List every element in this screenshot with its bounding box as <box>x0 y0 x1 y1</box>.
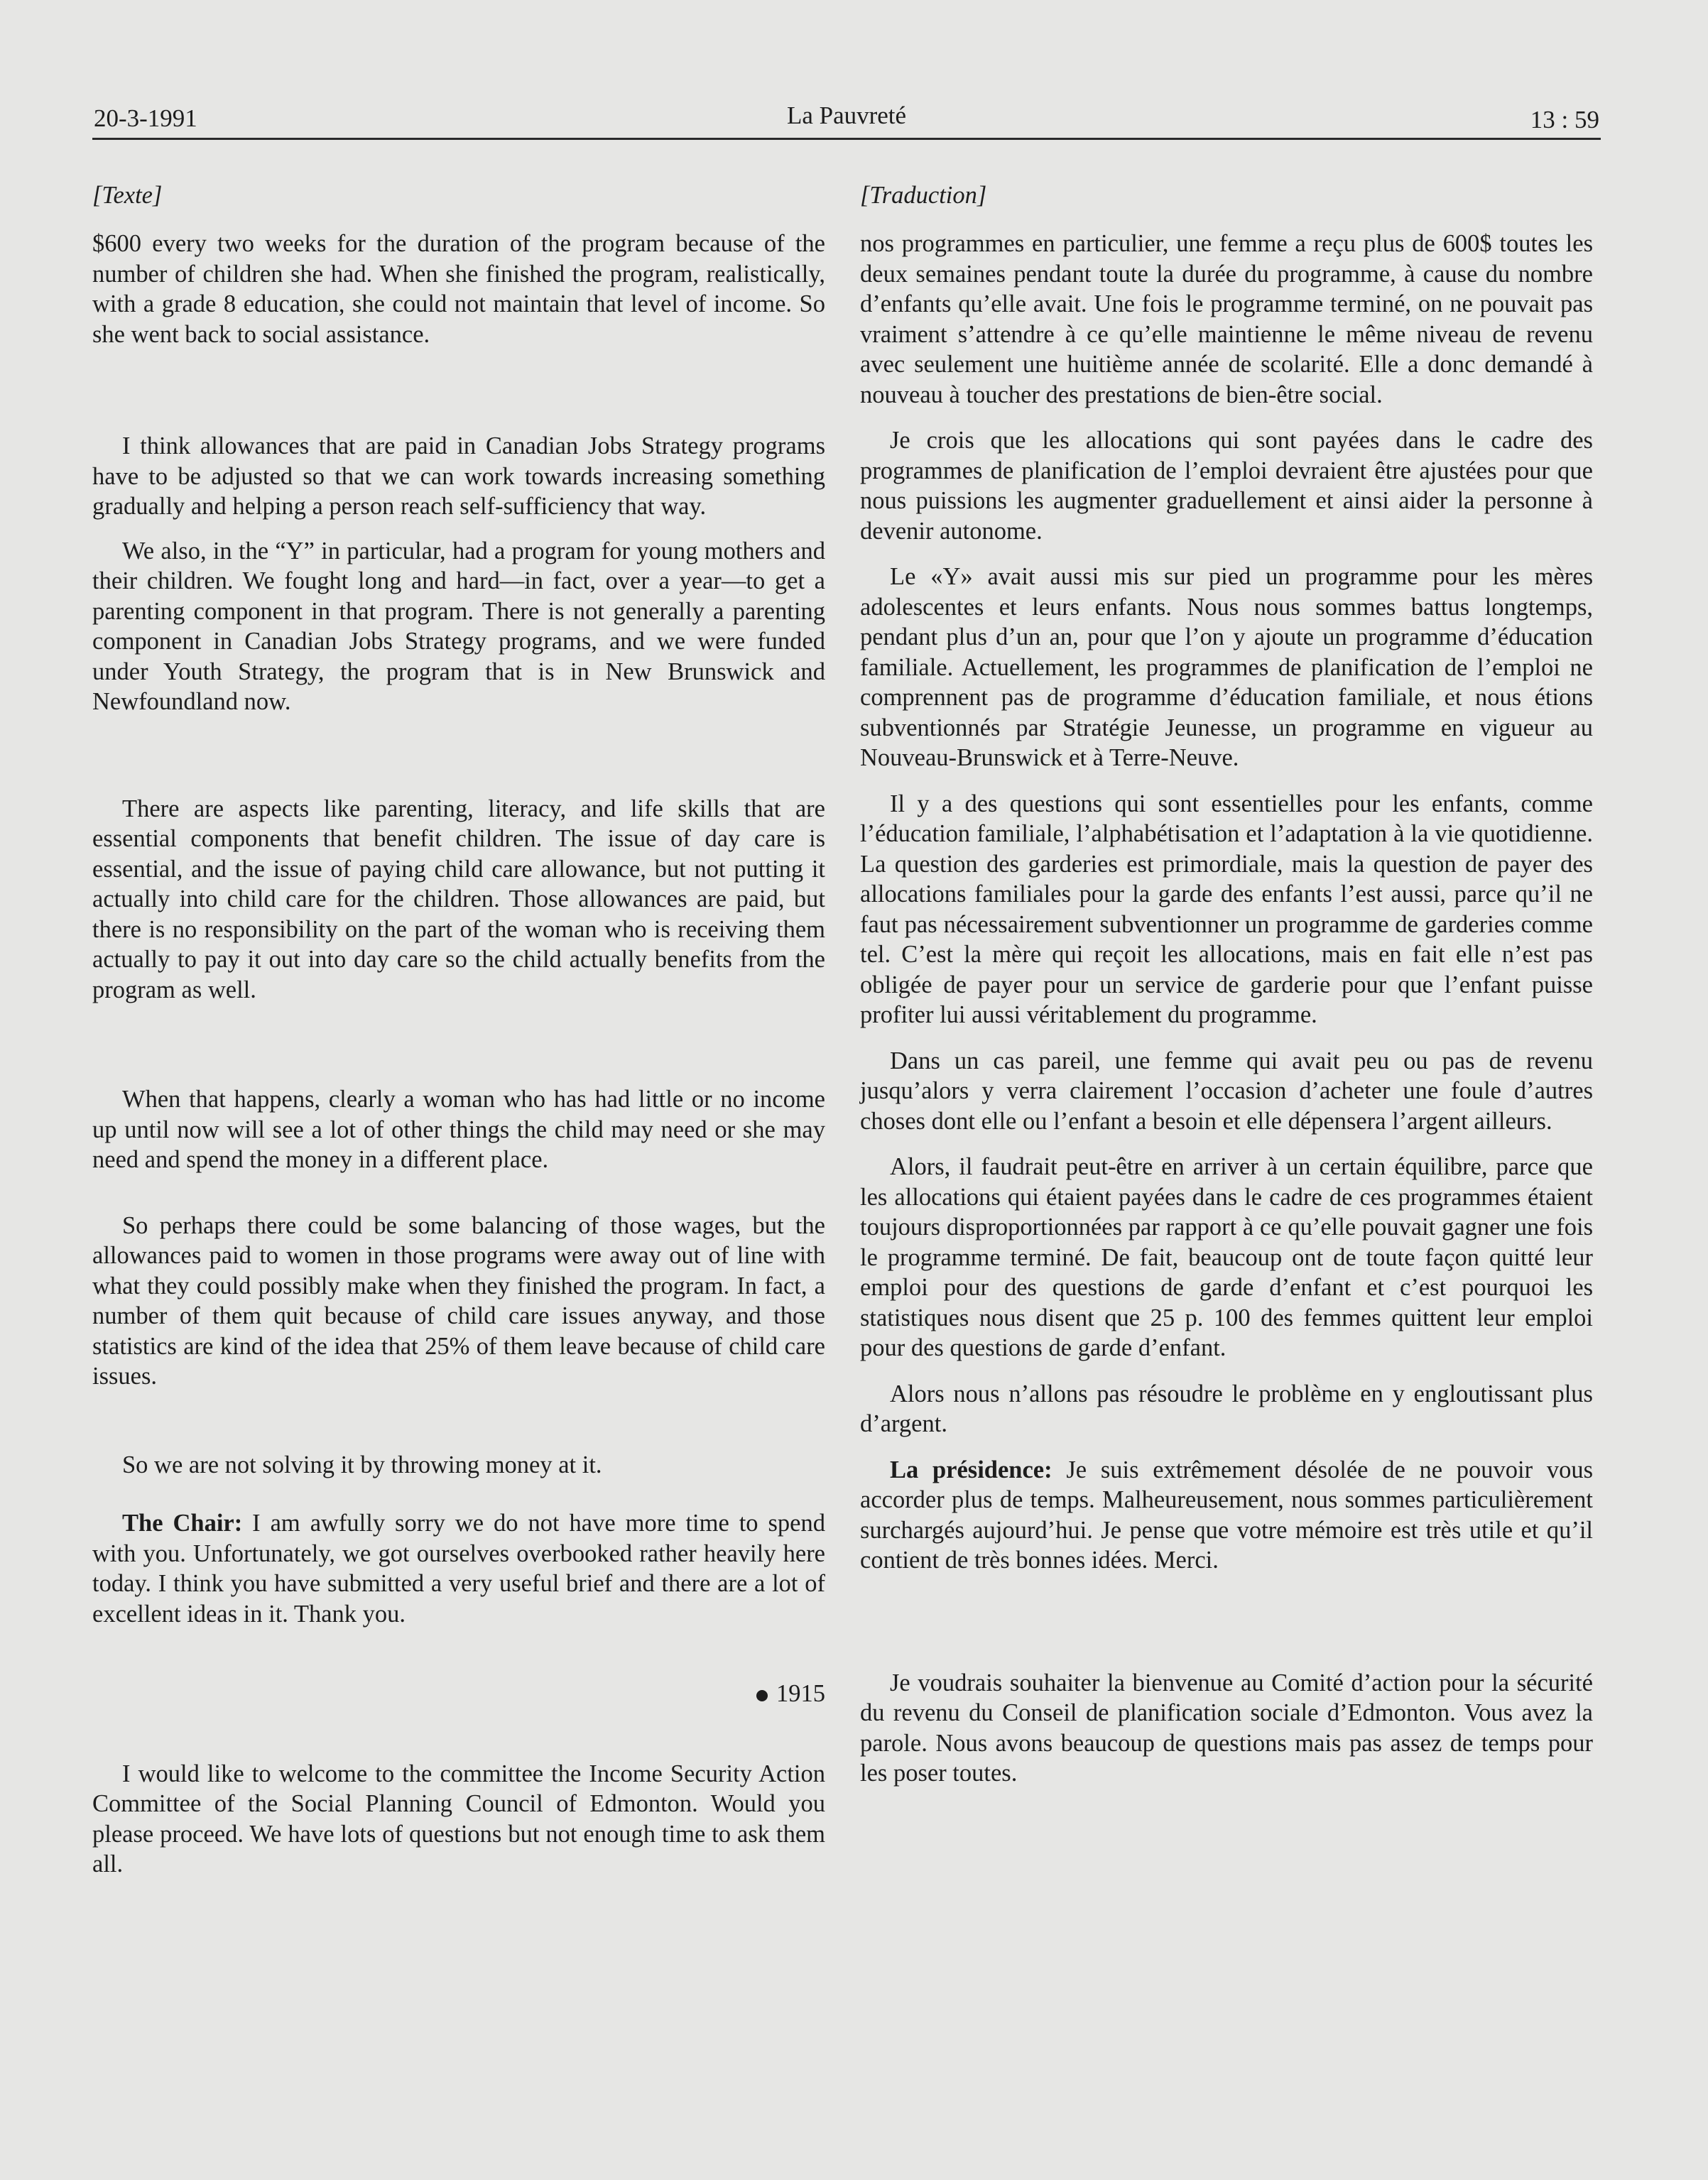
header-page-number: 13 : 59 <box>1530 106 1599 133</box>
paragraph: Le «Y» avait aussi mis sur pied un programme pour les mères adolescentes et leurs enfants. Nous nous sommes battus longtemps, pendant plus d’un an, pour que l’on y ajoute un programme d’éducation familiale. Actuellement, les programmes de planification de l’emploi ne comprennent pas de programme d’éducation familiale, et nous étions subventionnés par Stratégie Jeunesse, un programme en vigueur au Nouveau-Brunswick et à Terre-Neuve. <box>860 563 1593 771</box>
running-header <box>94 102 1599 138</box>
paragraph: Dans un cas pareil, une femme qui avait peu ou pas de revenu jusqu’alors y verra clairement l’occasion d’acheter une foule d’autres choses dont elle ou l’enfant a besoin et elle dépensera l’argent ailleurs. <box>860 1047 1593 1135</box>
paragraph: I think allowances that are paid in Canadian Jobs Strategy programs have to be adjusted so that we can work towards increasing something gradually and helping a person reach self-sufficiency that way. <box>92 432 825 520</box>
paragraph: There are aspects like parenting, literacy, and life skills that are essential components that benefit children. The issue of day care is essential, and the issue of paying child care allowance, but not putting it actually into child care for the children. Those allowances are paid, but there is no responsibility on the part of the woman who is receiving them actually to pay it out into day care so the child actually benefits from the program as well. <box>92 795 825 1003</box>
column-label: [Texte] <box>92 182 163 209</box>
chair-remarks <box>860 1455 1593 1576</box>
paragraph: Je crois que les allocations qui sont payées dans le cadre des programmes de planification de l’emploi devraient être ajustées pour que nous puissions les augmenter graduellement et ainsi aider la personne à devenir autonome. <box>860 427 1593 545</box>
paragraph: Je voudrais souhaiter la bienvenue au Comité d’action pour la sécurité du revenu du Conseil de planification sociale d’Edmonton. Vous avez la parole. Nous avons beaucoup de questions mais pas assez de temps pour les poser toutes. <box>860 1669 1593 1787</box>
column-label: [Traduction] <box>860 182 987 209</box>
speech-text: Je suis extrêmement désolée de ne pouvoir vous accorder plus de temps. Malheureusement, nous sommes particulièrement surchargés aujourd’hui. Je pense que votre mémoire est très utile et qu’il contient de très bonnes idées. Merci. <box>860 1456 1594 1574</box>
paragraph: nos programmes en particulier, une femme a reçu plus de 600$ toutes les deux semaines pendant toute la durée du programme, à cause du nombre d’enfants qu’elle avait. Une fois le programme terminé, on ne pouvait pas vraiment s’attendre à ce qu’elle maintienne le même niveau de revenu avec seulement une huitième année de scolarité. Elle a donc demandé à nouveau à toucher des prestations de bien-être social. <box>860 230 1593 408</box>
paragraph: Alors nous n’allons pas résoudre le problème en y engloutissant plus d’argent. <box>860 1380 1593 1437</box>
time-marker <box>92 1679 825 1709</box>
paragraph: $600 every two weeks for the duration of the program because of the number of children she had. When she finished the program, realistically, with a grade 8 education, she could not maintain that level of income. So she went back to social assistance. <box>92 230 825 348</box>
paragraph: When that happens, clearly a woman who has had little or no income up until now will see a lot of other things the child may need or she may need and spend the money in a different place. <box>92 1086 825 1173</box>
bullet-icon <box>756 1690 768 1701</box>
speaker-name: La présidence: <box>890 1456 1052 1483</box>
time-marker-text: 1915 <box>776 1680 825 1707</box>
header-title: La Pauvreté <box>786 102 907 129</box>
header-rule <box>92 138 1601 140</box>
paragraph: I would like to welcome to the committee the Income Security Action Committee of the Social Planning Council of Edmonton. Would you please proceed. We have lots of questions but not enough time to ask them all. <box>92 1760 825 1877</box>
speaker-name: The Chair: <box>122 1510 243 1537</box>
english-column <box>92 179 825 1880</box>
paragraph: Il y a des questions qui sont essentielles pour les enfants, comme l’éducation familiale, l’alphabétisation et l’adaptation à la vie quotidienne. La question des garderies est primordiale, mais la question de payer des allocations familiales pour la garde des enfants l’est aussi, parce qu’il ne faut pas nécessairement subventionner un programme de garderies comme tel. C’est la mère qui reçoit les allocations, mais en fait elle n’est pas obligée de payer pour un service de garderie pour que l’enfant puisse profiter lui aussi véritablement du programme. <box>860 790 1593 1028</box>
paragraph: So we are not solving it by throwing money at it. <box>122 1451 602 1478</box>
french-column <box>860 179 1593 1789</box>
speech-text: I am awfully sorry we do not have more time to spend with you. Unfortunately, we got ourselves overbooked rather heavily here today. I think you have submitted a very useful brief and there are a lot of excellent ideas in it. Thank you. <box>92 1510 825 1628</box>
paragraph: So perhaps there could be some balancing of those wages, but the allowances paid to women in those programs were away out of line with what they could possibly make when they finished the program. In fact, a number of them quit because of child care issues anyway, and those statistics are kind of the idea that 25% of them leave because of child care issues. <box>92 1211 825 1390</box>
header-date: 20-3-1991 <box>94 104 197 132</box>
paragraph: We also, in the “Y” in particular, had a program for young mothers and their children. We fought long and hard—in fact, over a year—to get a parenting component in that program. There is not generally a parenting component in Canadian Jobs Strategy programs, and we were funded under Youth Strategy, the program that is in New Brunswick and Newfoundland now. <box>92 537 825 715</box>
paragraph: Alors, il faudrait peut-être en arriver à un certain équilibre, parce que les allocations qui étaient payées dans le cadre de ces programmes étaient toujours disproportionnées par rapport à ce qu’elle pouvait gagner une fois le programme terminé. De fait, beaucoup ont de toute façon quitté leur emploi pour des questions de garde d’enfant et c’est pourquoi les statistiques nous disent que 25 p. 100 des femmes quittent leur emploi pour des questions de garde d’enfant. <box>860 1153 1593 1361</box>
chair-remarks <box>92 1508 825 1629</box>
